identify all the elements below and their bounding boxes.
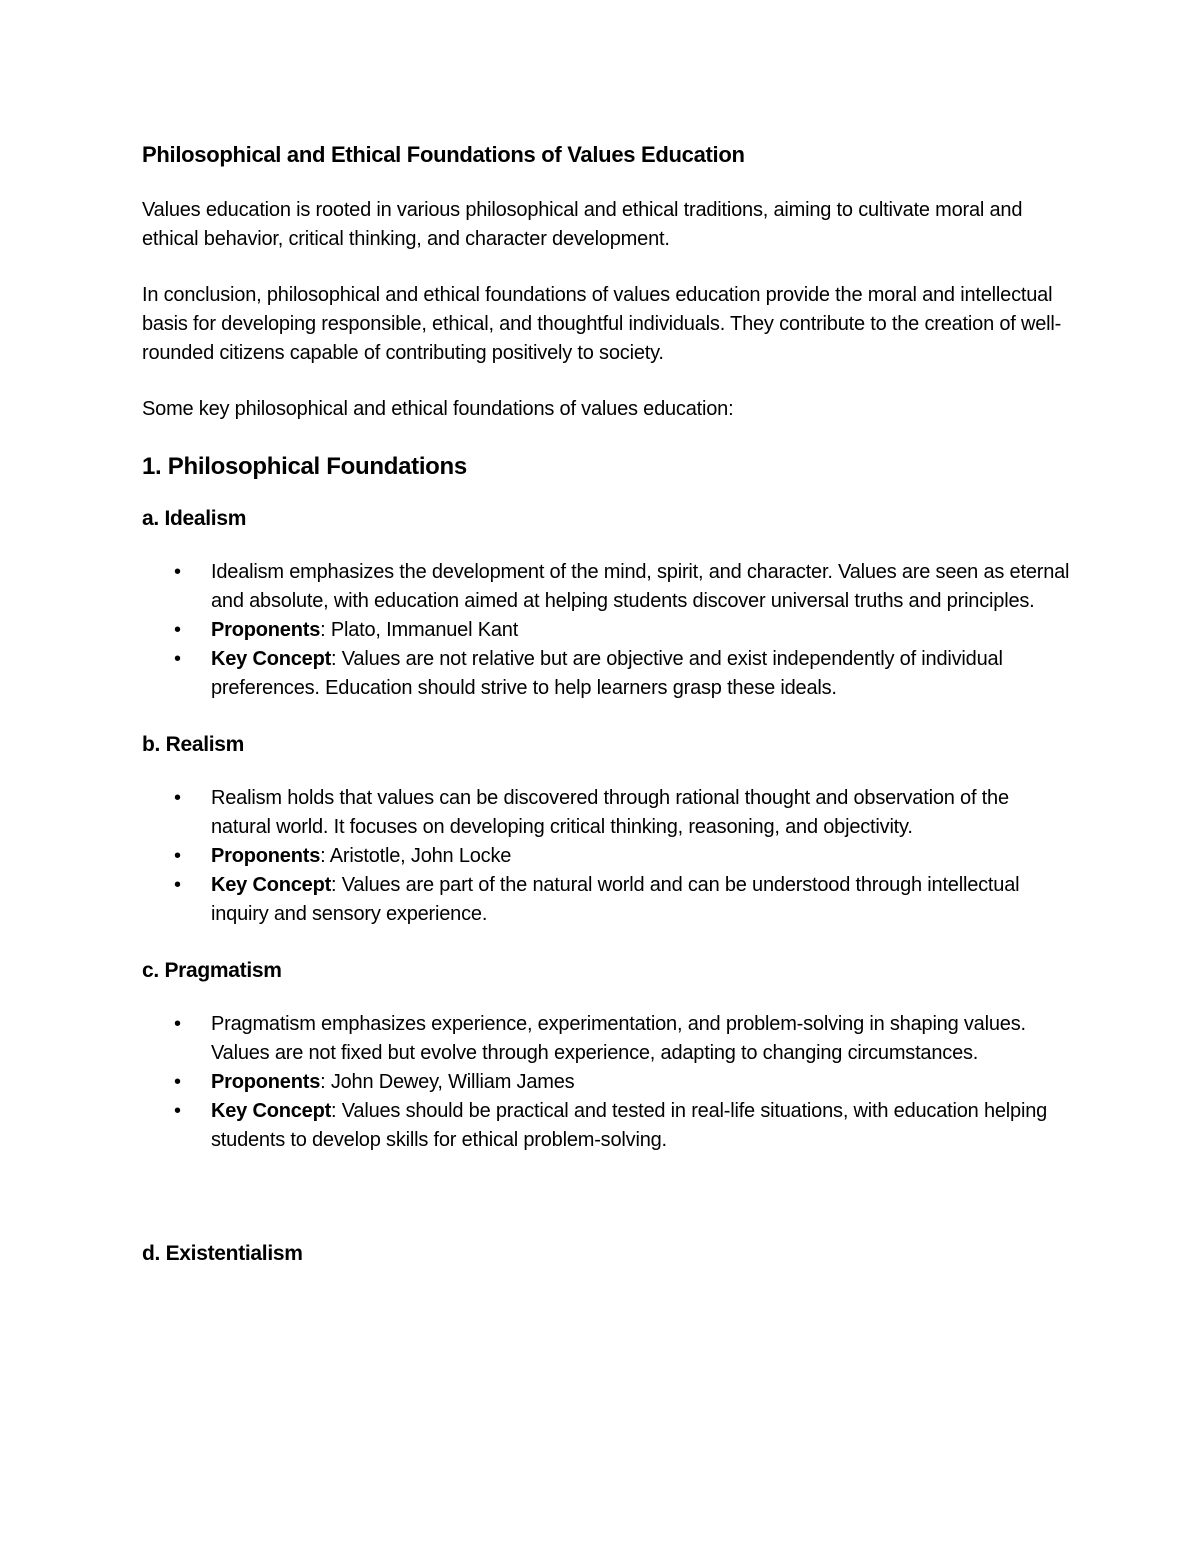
list-item	[142, 842, 1072, 871]
subsection-heading-realism: b. Realism	[142, 733, 245, 756]
list-item	[142, 1097, 1072, 1155]
realism-bullet-list	[142, 784, 1072, 929]
subsection-heading-existentialism: d. Existentialism	[142, 1242, 303, 1265]
bullet-icon: •	[174, 561, 181, 583]
bullet-icon: •	[174, 787, 181, 809]
bullet-icon: •	[174, 619, 181, 641]
conclusion-paragraph: In conclusion, philosophical and ethical foundations of values education provide the moral and intellectual basis for developing responsible, ethical, and thoughtful individuals. They contribute to the creation of well-rounded citizens capable of contributing positively to society.	[142, 284, 1062, 364]
list-item	[142, 616, 1072, 645]
bullet-icon: •	[174, 648, 181, 670]
idealism-proponents: : Plato, Immanuel Kant	[320, 619, 519, 641]
document-title: Philosophical and Ethical Foundations of Values Education	[142, 142, 745, 167]
list-item	[142, 1068, 1072, 1097]
pragmatism-key-concept: : Values should be practical and tested in real-life situations, with education helping students to develop skills for ethical problem-solving.	[211, 1100, 1048, 1151]
key-concept-label: Key Concept	[211, 874, 332, 896]
document-body	[142, 140, 1072, 1293]
proponents-label: Proponents	[211, 1071, 321, 1093]
list-item	[142, 645, 1072, 703]
spacer	[142, 1182, 1072, 1239]
bullet-icon: •	[174, 1100, 181, 1122]
realism-key-concept: : Values are part of the natural world and can be understood through intellectual inquiry and sensory experience.	[211, 874, 1020, 925]
list-item	[142, 558, 1072, 616]
idealism-bullet-list	[142, 558, 1072, 703]
section-heading-philosophical-foundations: 1. Philosophical Foundations	[142, 453, 467, 480]
key-concept-label: Key Concept	[211, 1100, 332, 1122]
bullet-icon: •	[174, 1071, 181, 1093]
list-item	[142, 871, 1072, 929]
idealism-description: Idealism emphasizes the development of the mind, spirit, and character. Values are seen as eternal and absolute, with education aimed at helping students discover universal truths and principles.	[211, 561, 1070, 612]
key-concept-label: Key Concept	[211, 648, 332, 670]
realism-description: Realism holds that values can be discovered through rational thought and observation of the natural world. It focuses on developing critical thinking, reasoning, and objectivity.	[211, 787, 1009, 838]
pragmatism-bullet-list	[142, 1010, 1072, 1155]
list-item	[142, 1010, 1072, 1068]
realism-proponents: : Aristotle, John Locke	[320, 845, 512, 867]
bullet-icon: •	[174, 1013, 181, 1035]
bullet-icon: •	[174, 845, 181, 867]
list-item	[142, 784, 1072, 842]
intro-paragraph: Values education is rooted in various philosophical and ethical traditions, aiming to cultivate moral and ethical behavior, critical thinking, and character development.	[142, 199, 1023, 250]
proponents-label: Proponents	[211, 845, 321, 867]
idealism-key-concept: : Values are not relative but are objective and exist independently of individual preferences. Education should strive to help learners grasp these ideals.	[211, 648, 1003, 699]
pragmatism-proponents: : John Dewey, William James	[320, 1071, 575, 1093]
subsection-heading-pragmatism: c. Pragmatism	[142, 959, 282, 982]
subsection-heading-idealism: a. Idealism	[142, 507, 247, 530]
proponents-label: Proponents	[211, 619, 321, 641]
lead-in-paragraph: Some key philosophical and ethical foundations of values education:	[142, 398, 734, 420]
pragmatism-description: Pragmatism emphasizes experience, experimentation, and problem-solving in shaping values. Values are not fixed but evolve through experience, adapting to changing circumstances.	[211, 1013, 1026, 1064]
bullet-icon: •	[174, 874, 181, 896]
